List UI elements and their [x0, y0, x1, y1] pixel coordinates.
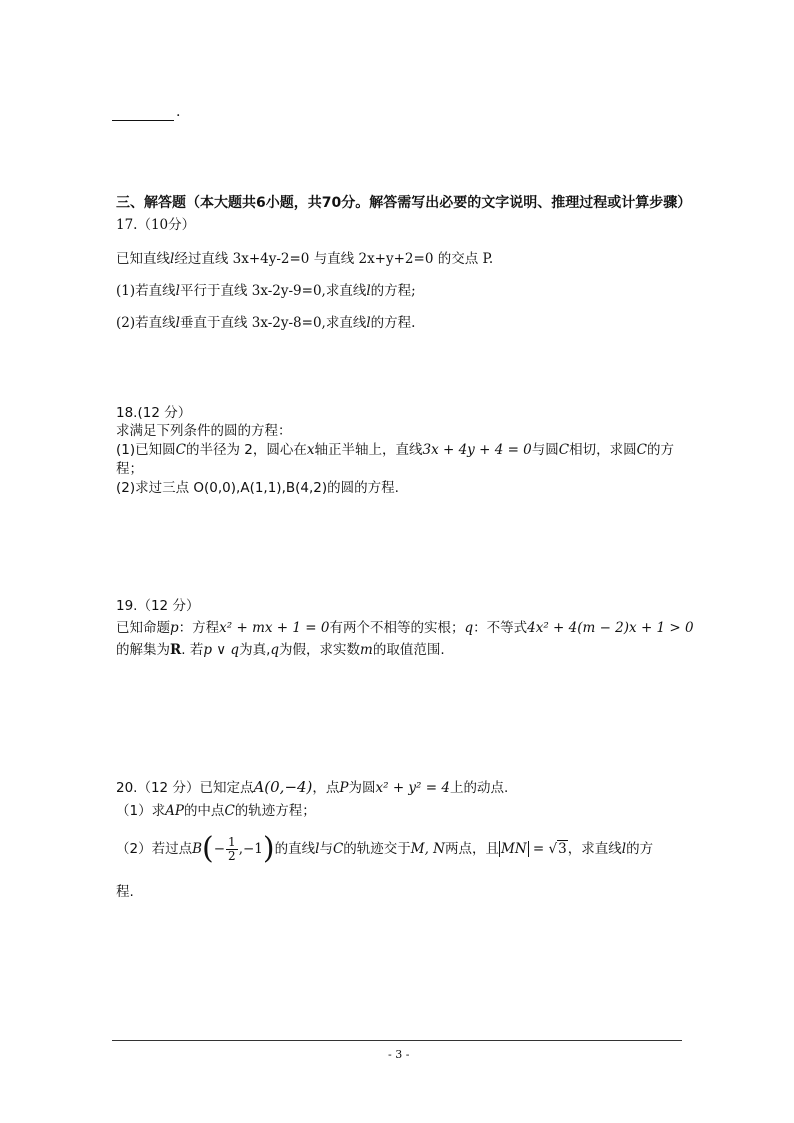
section-heading: 三、解答题（本大题共6小题，共70分。解答需写出必要的文字说明、推理过程或计算步骤）: [116, 195, 692, 211]
q17-part1: (1)若直线l平行于直线 3x-2y-9=0,求直线l的方程;: [116, 283, 416, 299]
fraction-one-half: $\frac{1}{2}$: [228, 834, 236, 863]
answer-blank-period: .: [176, 104, 181, 120]
q17-header: 17.（10分）: [116, 217, 196, 233]
q17-stem: 已知直线l经过直线 3x+4y-2=0 与直线 2x+y+2=0 的交点 P.: [116, 251, 494, 267]
answer-blank-line: [112, 120, 174, 121]
q20-stem: 20.（12 分）已知定点A(0,−4)，点P为圆x² + y² = 4上的动点.: [116, 778, 509, 796]
q18-header: 18.(12 分）: [116, 405, 192, 421]
q20-part2-continued: 程.: [116, 884, 134, 900]
q18-part2: (2)求过三点 O(0,0),A(1,1),B(4,2)的圆的方程.: [116, 480, 399, 496]
q20-part1: （1）求AP的中点C的轨迹方程；: [116, 803, 316, 819]
q18-part1-continued: 程；: [116, 461, 143, 477]
q17-part2: (2)若直线l垂直于直线 3x-2y-8=0,求直线l的方程.: [116, 315, 416, 331]
page-number: - 3 -: [388, 1048, 410, 1061]
q20-part2: （2）若过点B(− $\frac{1}{2}$ ,−1)的直线l与C的轨迹交于M, N两点，且 MN = √3，求直线l的方: [116, 831, 654, 866]
footer-divider: [112, 1040, 682, 1041]
q18-part1: (1)已知圆C的半径为 2，圆心在x轴正半轴上，直线3x + 4y + 4 = 0与圆C相切，求圆C的方: [116, 442, 674, 458]
q19-line1: 已知命题p：方程x² + mx + 1 = 0有两个不相等的实根；q：不等式4x² + 4(m − 2)x + 1 > 0: [116, 620, 694, 636]
q18-stem: 求满足下列条件的圆的方程：: [116, 423, 292, 439]
q19-header: 19.（12 分）: [116, 598, 200, 614]
q19-line2: 的解集为R. 若p ∨ q为真,q为假，求实数m的取值范围.: [116, 642, 445, 658]
